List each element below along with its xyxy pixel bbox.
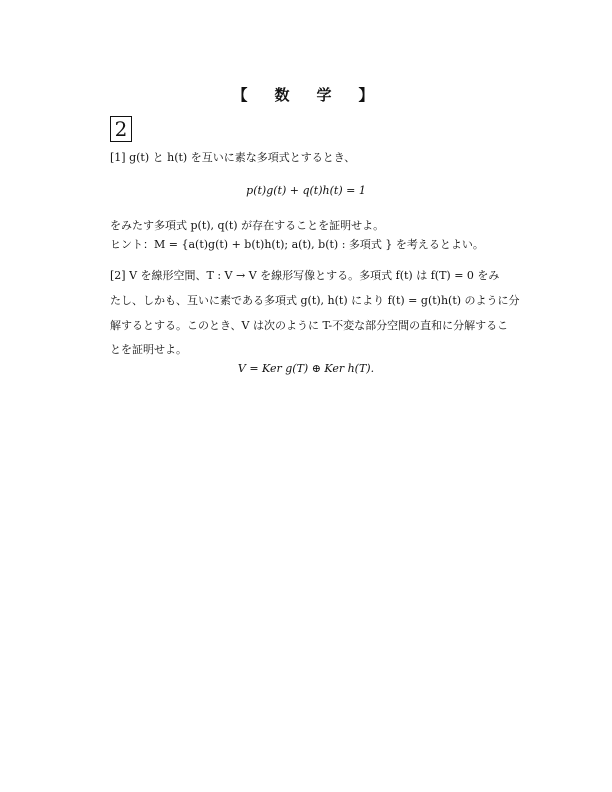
- part1-hint: ヒント：M = {a(t)g(t) + b(t)h(t); a(t), b(t) : 多項式 } を考えるとよい。: [110, 238, 484, 251]
- part2-line-4: とを証明せよ。: [110, 343, 187, 356]
- part1-conclusion: をみたす多項式 p(t), q(t) が存在することを証明せよ。: [110, 219, 385, 232]
- part2-line-1: [2] V を線形空間、T : V → V を線形写像とする。多項式 f(t) は f(T) = 0 をみ: [110, 269, 500, 282]
- part1-statement: [1] g(t) と h(t) を互いに素な多項式とするとき、: [110, 151, 356, 164]
- part2-equation: V = Ker g(T) ⊕ Ker h(T).: [237, 362, 375, 375]
- part1-equation: p(t)g(t) + q(t)h(t) = 1: [246, 184, 366, 197]
- part2-line-3: 解するとする。このとき、V は次のように T-不変な部分空間の直和に分解するこ: [110, 319, 509, 332]
- problem-number: 2: [110, 116, 132, 142]
- part2-line-2: たし、しかも、互いに素である多項式 g(t), h(t) により f(t) = g(t)h(t) のように分: [110, 294, 520, 307]
- page-title: 【 数 学 】: [232, 86, 380, 104]
